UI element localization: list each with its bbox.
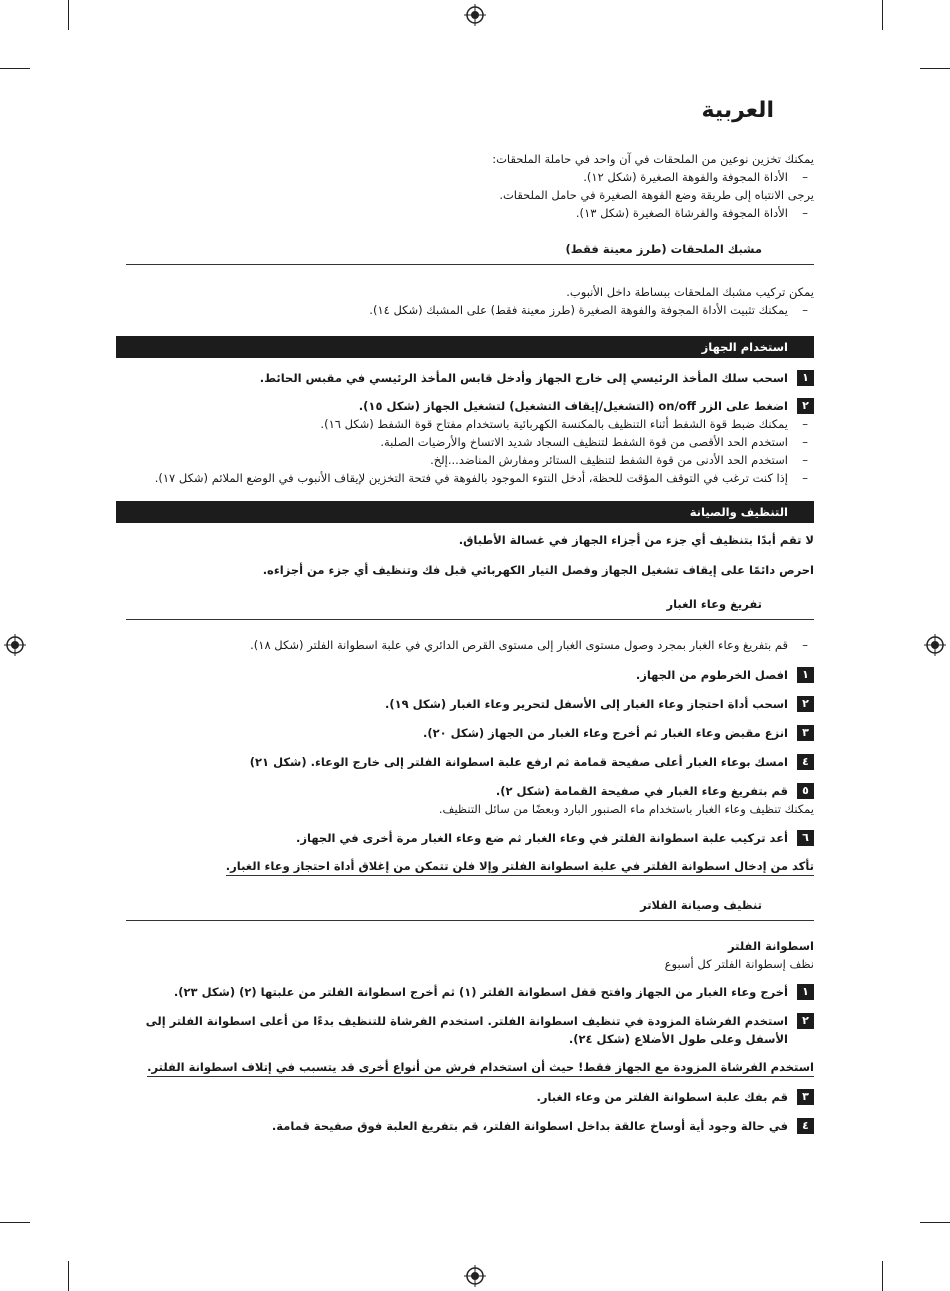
intro-text: يرجى الانتباه إلى طريقة وضع الفوهة الصغيرة في حامل الملحقات. bbox=[499, 188, 814, 202]
step-text: قم بتفريغ وعاء الغبار في صفيحة القمامة (شكل ٢). bbox=[495, 784, 788, 798]
step-item bbox=[126, 782, 814, 800]
list-item: – استخدم الحد الأدنى من قوة الشفط لتنظيف الستائر ومفارش المناضد...إلخ. bbox=[126, 451, 814, 469]
step-number: ١ bbox=[797, 667, 814, 683]
body-text: يمكن تركيب مشبك الملحقات ببساطة داخل الأنبوب. bbox=[566, 285, 814, 299]
step-number: ٥ bbox=[797, 783, 814, 799]
step-number: ٤ bbox=[797, 1118, 814, 1134]
step-text: قم بفك علبة اسطوانة الفلتر من وعاء الغبار. bbox=[536, 1090, 788, 1104]
step-text: اضغط على الزر on/off (التشغيل/إيقاف التشغيل) لتشغيل الجهاز (شكل ١٥). bbox=[358, 399, 788, 413]
crop-mark bbox=[882, 0, 883, 30]
step-number: ٢ bbox=[797, 1013, 814, 1029]
step-detail: يمكنك تنظيف وعاء الغبار باستخدام ماء الصنبور البارد وبعضًا من سائل التنظيف. bbox=[438, 802, 814, 816]
registration-mark-icon bbox=[464, 1265, 486, 1287]
step-item bbox=[126, 724, 814, 742]
list-item: – قم بتفريغ وعاء الغبار بمجرد وصول مستوى الغبار إلى مستوى القرص الدائري في علبة اسطوانة الفلتر (شكل ١٨). bbox=[126, 636, 814, 654]
page-title: العربية bbox=[701, 98, 774, 123]
step-item bbox=[126, 983, 814, 1001]
step-item bbox=[126, 1012, 814, 1048]
section-heading-text: تفريغ وعاء الغبار bbox=[666, 597, 762, 611]
crop-mark bbox=[920, 68, 950, 69]
section-band-cleaning bbox=[116, 501, 814, 523]
intro-text: يمكنك تخزين نوعين من الملحقات في آن واحد في حاملة الملحقات: bbox=[492, 152, 814, 166]
crop-mark bbox=[0, 1222, 30, 1223]
step-number: ٢ bbox=[797, 696, 814, 712]
section-band-text: التنظيف والصيانة bbox=[689, 505, 788, 519]
section-heading-clip bbox=[126, 240, 814, 265]
step-item bbox=[126, 829, 814, 847]
section-heading-empty bbox=[126, 595, 814, 620]
registration-mark-icon bbox=[924, 634, 946, 656]
step-item bbox=[126, 1117, 814, 1135]
crop-mark bbox=[920, 1222, 950, 1223]
step-text: اسحب أداة احتجاز وعاء الغبار إلى الأسفل لتحرير وعاء الغبار (شكل ١٩). bbox=[384, 697, 788, 711]
step-number: ٦ bbox=[797, 830, 814, 846]
section-heading-filters bbox=[126, 896, 814, 921]
step-text: امسك بوعاء الغبار أعلى صفيحة قمامة ثم ارفع علبة اسطوانة الفلتر إلى خارج الوعاء. (شكل ٢١) bbox=[249, 755, 788, 769]
list-item: – استخدم الحد الأقصى من قوة الشفط لتنظيف السجاد شديد الاتساخ والأرضيات الصلبة. bbox=[126, 433, 814, 451]
step-text: انزع مقبض وعاء الغبار ثم أخرج وعاء الغبار من الجهاز (شكل ٢٠). bbox=[422, 726, 788, 740]
crop-mark bbox=[68, 0, 69, 30]
step-item bbox=[126, 666, 814, 684]
section-heading-text: تنظيف وصيانة الفلاتر bbox=[640, 898, 762, 912]
step-item bbox=[126, 1088, 814, 1106]
warning-text: لا تقم أبدًا بتنظيف أي جزء من أجزاء الجهاز في غسالة الأطباق. bbox=[458, 533, 814, 547]
step-text: في حالة وجود أية أوساخ عالقة بداخل اسطوانة الفلتر، قم بتفريغ العلبة فوق صفيحة قمامة. bbox=[271, 1119, 788, 1133]
list-item: – يمكنك تثبيت الأداة المجوفة والفوهة الصغيرة (طرز معينة فقط) على المشبك (شكل ١٤). bbox=[126, 301, 814, 319]
warning-text: احرص دائمًا على إيقاف تشغيل الجهاز وفصل التيار الكهربائي قبل فك وتنظيف أي جزء من أجزاءه. bbox=[262, 563, 814, 577]
body-text: نظف إسطوانة الفلتر كل أسبوع bbox=[664, 957, 814, 971]
step-text: اسحب سلك المأخذ الرئيسي إلى خارج الجهاز وأدخل قابس المأخذ الرئيسي في مقبس الحائط. bbox=[259, 371, 788, 385]
step-text: استخدم الفرشاة المزودة في تنظيف اسطوانة الفلتر. استخدم الفرشاة للتنظيف بدءًا من أعلى اسطوانة الفلتر إلى الأسفل وعلى طول الأضلاع (شكل ٢٤). bbox=[145, 1014, 788, 1046]
step-text: أعد تركيب علبة اسطوانة الفلتر في وعاء الغبار ثم ضع وعاء الغبار مرة أخرى في الجهاز. bbox=[296, 831, 788, 845]
step-number: ١ bbox=[797, 984, 814, 1000]
registration-mark-icon bbox=[464, 4, 486, 26]
list-item: – الأداة المجوفة والفوهة الصغيرة (شكل ١٢). bbox=[126, 168, 814, 186]
step-number: ١ bbox=[797, 370, 814, 386]
step-number: ٣ bbox=[797, 1089, 814, 1105]
step-item bbox=[126, 695, 814, 713]
step-number: ٢ bbox=[797, 398, 814, 414]
note-text: تأكد من إدخال اسطوانة الفلتر في علبة اسطوانة الفلتر وإلا فلن تتمكن من إغلاق أداة احتجاز وعاء الغبار. bbox=[226, 857, 814, 876]
manual-content bbox=[126, 150, 814, 1135]
step-text: افصل الخرطوم من الجهاز. bbox=[635, 668, 788, 682]
subsection-heading: اسطوانة الفلتر bbox=[728, 939, 814, 953]
crop-mark bbox=[882, 1261, 883, 1291]
crop-mark bbox=[0, 68, 30, 69]
step-item bbox=[126, 753, 814, 771]
step-item bbox=[126, 369, 814, 387]
list-item: – الأداة المجوفة والفرشاة الصغيرة (شكل ١٣). bbox=[126, 204, 814, 222]
crop-mark bbox=[68, 1261, 69, 1291]
step-text: أخرج وعاء الغبار من الجهاز وافتح قفل اسطوانة الفلتر (١) ثم أخرج اسطوانة الفلتر من علبتها (٢) (شكل ٢٣). bbox=[173, 985, 788, 999]
list-item: – يمكنك ضبط قوة الشفط أثناء التنظيف بالمكنسة الكهربائية باستخدام مفتاح قوة الشفط (شكل ١٦). bbox=[114, 415, 814, 433]
list-item: – إذا كنت ترغب في التوقف المؤقت للحظة، أدخل النتوء الموجود بالفوهة في فتحة التخزين لإيقاف الأنبوب في الوضع الملائم (شكل ١٧). bbox=[114, 469, 814, 487]
step-item bbox=[126, 397, 814, 415]
section-band-usage bbox=[116, 336, 814, 358]
section-band-text: استخدام الجهاز bbox=[701, 340, 788, 354]
section-heading-text: مشبك الملحقات (طرز معينة فقط) bbox=[565, 242, 762, 256]
note-text: استخدم الفرشاة المزودة مع الجهاز فقط! حيث أن استخدام فرش من أنواع أخرى قد يتسبب في إتلاف اسطوانة الفلتر. bbox=[147, 1058, 814, 1077]
step-number: ٣ bbox=[797, 725, 814, 741]
step-number: ٤ bbox=[797, 754, 814, 770]
registration-mark-icon bbox=[4, 634, 26, 656]
